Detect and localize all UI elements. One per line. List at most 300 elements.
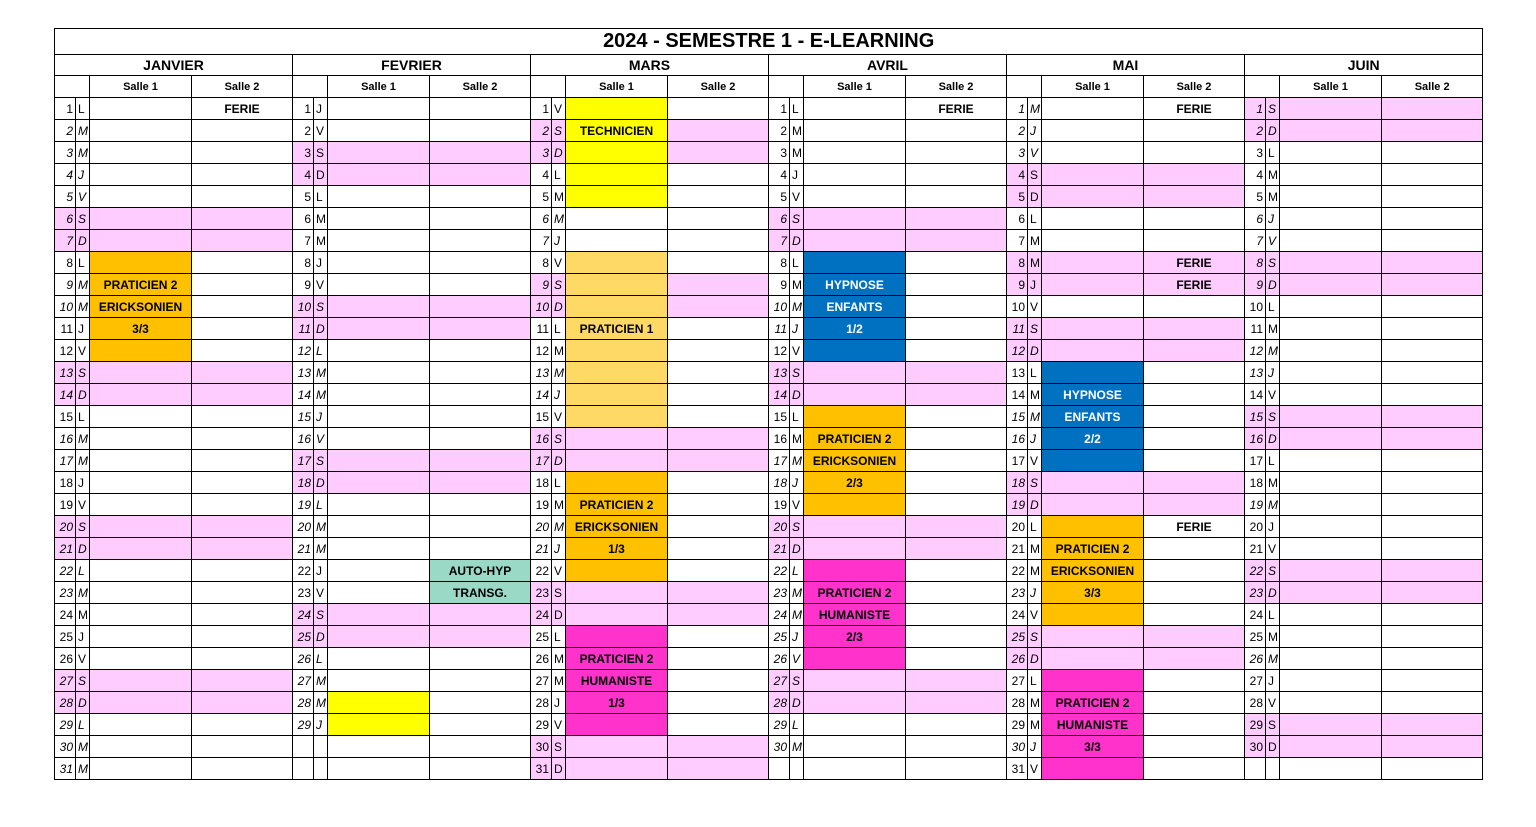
- salle2-cell[interactable]: [1144, 406, 1245, 428]
- salle2-cell[interactable]: [668, 692, 769, 714]
- salle1-cell[interactable]: [328, 604, 430, 626]
- salle2-cell[interactable]: [1144, 758, 1245, 780]
- salle2-cell[interactable]: [1144, 582, 1245, 604]
- salle1-cell[interactable]: [566, 274, 668, 296]
- salle1-cell[interactable]: [804, 692, 906, 714]
- salle2-cell[interactable]: [906, 516, 1007, 538]
- salle2-cell[interactable]: [192, 120, 293, 142]
- salle2-cell[interactable]: [1382, 296, 1483, 318]
- salle1-cell[interactable]: [804, 164, 906, 186]
- salle1-cell[interactable]: [328, 758, 430, 780]
- salle1-cell[interactable]: PRATICIEN 2: [90, 274, 192, 296]
- salle1-cell[interactable]: [1280, 736, 1382, 758]
- salle2-cell[interactable]: [906, 604, 1007, 626]
- salle1-cell[interactable]: [566, 604, 668, 626]
- salle1-cell[interactable]: [566, 252, 668, 274]
- salle2-cell[interactable]: [668, 648, 769, 670]
- salle2-cell[interactable]: [430, 362, 531, 384]
- salle1-cell[interactable]: HYPNOSE: [1042, 384, 1144, 406]
- salle1-cell[interactable]: 3/3: [1042, 736, 1144, 758]
- salle2-cell[interactable]: [906, 318, 1007, 340]
- salle2-cell[interactable]: [906, 714, 1007, 736]
- salle1-cell[interactable]: [1042, 758, 1144, 780]
- salle1-cell[interactable]: [1280, 142, 1382, 164]
- salle2-cell[interactable]: [192, 252, 293, 274]
- salle2-cell[interactable]: [906, 296, 1007, 318]
- salle1-cell[interactable]: [804, 142, 906, 164]
- salle2-cell[interactable]: [668, 406, 769, 428]
- salle1-cell[interactable]: [1042, 604, 1144, 626]
- salle2-cell[interactable]: [1144, 142, 1245, 164]
- salle1-cell[interactable]: [90, 604, 192, 626]
- salle1-cell[interactable]: 3/3: [1042, 582, 1144, 604]
- salle2-cell[interactable]: [192, 208, 293, 230]
- salle2-cell[interactable]: [1382, 494, 1483, 516]
- salle1-cell[interactable]: [90, 692, 192, 714]
- salle2-cell[interactable]: [430, 406, 531, 428]
- salle2-cell[interactable]: [192, 450, 293, 472]
- salle2-cell[interactable]: [906, 670, 1007, 692]
- salle2-cell[interactable]: [906, 384, 1007, 406]
- salle2-cell[interactable]: [430, 736, 531, 758]
- salle1-cell[interactable]: [328, 692, 430, 714]
- salle2-cell[interactable]: [1382, 274, 1483, 296]
- salle1-cell[interactable]: [328, 648, 430, 670]
- salle2-cell[interactable]: [430, 296, 531, 318]
- salle1-cell[interactable]: [1280, 450, 1382, 472]
- salle2-cell[interactable]: [1382, 472, 1483, 494]
- salle1-cell[interactable]: [328, 538, 430, 560]
- salle2-cell[interactable]: FERIE: [906, 98, 1007, 120]
- salle1-cell[interactable]: [1042, 164, 1144, 186]
- salle1-cell[interactable]: [1042, 626, 1144, 648]
- salle2-cell[interactable]: [192, 472, 293, 494]
- salle2-cell[interactable]: [1382, 230, 1483, 252]
- salle1-cell[interactable]: 2/3: [804, 472, 906, 494]
- salle1-cell[interactable]: HUMANISTE: [566, 670, 668, 692]
- salle1-cell[interactable]: [566, 736, 668, 758]
- salle2-cell[interactable]: [192, 318, 293, 340]
- salle1-cell[interactable]: [328, 296, 430, 318]
- salle1-cell[interactable]: [804, 538, 906, 560]
- salle1-cell[interactable]: [566, 340, 668, 362]
- salle1-cell[interactable]: [328, 494, 430, 516]
- salle2-cell[interactable]: [430, 626, 531, 648]
- salle2-cell[interactable]: [1382, 648, 1483, 670]
- salle1-cell[interactable]: [804, 186, 906, 208]
- salle2-cell[interactable]: [668, 186, 769, 208]
- salle2-cell[interactable]: [668, 252, 769, 274]
- salle2-cell[interactable]: [1382, 582, 1483, 604]
- salle1-cell[interactable]: [90, 252, 192, 274]
- salle1-cell[interactable]: [566, 186, 668, 208]
- salle1-cell[interactable]: [328, 274, 430, 296]
- salle1-cell[interactable]: [90, 98, 192, 120]
- salle1-cell[interactable]: [566, 582, 668, 604]
- salle1-cell[interactable]: [1042, 648, 1144, 670]
- salle1-cell[interactable]: [566, 428, 668, 450]
- salle2-cell[interactable]: [906, 450, 1007, 472]
- salle1-cell[interactable]: [328, 230, 430, 252]
- salle1-cell[interactable]: [328, 98, 430, 120]
- salle2-cell[interactable]: [668, 582, 769, 604]
- salle2-cell[interactable]: FERIE: [1144, 98, 1245, 120]
- salle2-cell[interactable]: [192, 582, 293, 604]
- salle2-cell[interactable]: [668, 318, 769, 340]
- salle2-cell[interactable]: [1144, 120, 1245, 142]
- salle1-cell[interactable]: [804, 670, 906, 692]
- salle2-cell[interactable]: [1382, 186, 1483, 208]
- salle2-cell[interactable]: TRANSG.: [430, 582, 531, 604]
- salle2-cell[interactable]: [1382, 714, 1483, 736]
- salle1-cell[interactable]: [328, 164, 430, 186]
- salle1-cell[interactable]: [1042, 472, 1144, 494]
- salle2-cell[interactable]: [1382, 252, 1483, 274]
- salle1-cell[interactable]: [804, 98, 906, 120]
- salle2-cell[interactable]: [430, 384, 531, 406]
- salle2-cell[interactable]: [192, 164, 293, 186]
- salle1-cell[interactable]: [1280, 384, 1382, 406]
- salle2-cell[interactable]: [668, 626, 769, 648]
- salle1-cell[interactable]: [90, 186, 192, 208]
- salle1-cell[interactable]: [1280, 604, 1382, 626]
- salle1-cell[interactable]: [1280, 340, 1382, 362]
- salle2-cell[interactable]: [668, 494, 769, 516]
- salle2-cell[interactable]: [192, 296, 293, 318]
- salle1-cell[interactable]: [328, 186, 430, 208]
- salle2-cell[interactable]: [1144, 230, 1245, 252]
- salle1-cell[interactable]: [1280, 98, 1382, 120]
- salle2-cell[interactable]: [1144, 604, 1245, 626]
- salle2-cell[interactable]: [1144, 186, 1245, 208]
- salle2-cell[interactable]: [1382, 384, 1483, 406]
- salle1-cell[interactable]: [90, 406, 192, 428]
- salle2-cell[interactable]: [1144, 450, 1245, 472]
- salle2-cell[interactable]: [430, 670, 531, 692]
- salle2-cell[interactable]: [668, 604, 769, 626]
- salle2-cell[interactable]: [192, 428, 293, 450]
- salle1-cell[interactable]: HUMANISTE: [804, 604, 906, 626]
- salle2-cell[interactable]: [668, 384, 769, 406]
- salle1-cell[interactable]: [90, 230, 192, 252]
- salle1-cell[interactable]: [566, 296, 668, 318]
- salle2-cell[interactable]: [906, 626, 1007, 648]
- salle1-cell[interactable]: [1042, 318, 1144, 340]
- salle1-cell[interactable]: [1280, 692, 1382, 714]
- salle2-cell[interactable]: [668, 450, 769, 472]
- salle1-cell[interactable]: ENFANTS: [804, 296, 906, 318]
- salle1-cell[interactable]: [328, 384, 430, 406]
- salle1-cell[interactable]: PRATICIEN 2: [1042, 692, 1144, 714]
- salle1-cell[interactable]: [1280, 516, 1382, 538]
- salle2-cell[interactable]: [668, 714, 769, 736]
- salle1-cell[interactable]: [804, 340, 906, 362]
- salle2-cell[interactable]: [430, 714, 531, 736]
- salle2-cell[interactable]: [1144, 318, 1245, 340]
- salle2-cell[interactable]: [192, 714, 293, 736]
- salle2-cell[interactable]: [1144, 428, 1245, 450]
- salle2-cell[interactable]: [192, 494, 293, 516]
- salle2-cell[interactable]: [906, 406, 1007, 428]
- salle2-cell[interactable]: [430, 252, 531, 274]
- salle1-cell[interactable]: [566, 98, 668, 120]
- salle2-cell[interactable]: [906, 142, 1007, 164]
- salle2-cell[interactable]: [1144, 362, 1245, 384]
- salle1-cell[interactable]: [1042, 362, 1144, 384]
- salle1-cell[interactable]: [1280, 362, 1382, 384]
- salle1-cell[interactable]: [1280, 472, 1382, 494]
- salle1-cell[interactable]: [804, 494, 906, 516]
- salle2-cell[interactable]: [1144, 472, 1245, 494]
- salle2-cell[interactable]: [1382, 208, 1483, 230]
- salle2-cell[interactable]: [192, 186, 293, 208]
- salle1-cell[interactable]: [1280, 230, 1382, 252]
- salle1-cell[interactable]: [328, 252, 430, 274]
- salle1-cell[interactable]: [1280, 670, 1382, 692]
- salle2-cell[interactable]: [192, 230, 293, 252]
- salle2-cell[interactable]: [1144, 538, 1245, 560]
- salle1-cell[interactable]: [566, 208, 668, 230]
- salle1-cell[interactable]: [90, 516, 192, 538]
- salle2-cell[interactable]: [192, 362, 293, 384]
- salle1-cell[interactable]: [328, 428, 430, 450]
- salle2-cell[interactable]: [430, 538, 531, 560]
- salle1-cell[interactable]: [328, 208, 430, 230]
- salle1-cell[interactable]: [1280, 560, 1382, 582]
- salle1-cell[interactable]: [804, 560, 906, 582]
- salle2-cell[interactable]: [1382, 560, 1483, 582]
- salle2-cell[interactable]: [906, 186, 1007, 208]
- salle2-cell[interactable]: [1382, 450, 1483, 472]
- salle1-cell[interactable]: [1042, 340, 1144, 362]
- salle1-cell[interactable]: [90, 208, 192, 230]
- salle1-cell[interactable]: ERICKSONIEN: [804, 450, 906, 472]
- salle2-cell[interactable]: [906, 758, 1007, 780]
- salle1-cell[interactable]: [1280, 714, 1382, 736]
- salle1-cell[interactable]: [328, 472, 430, 494]
- salle1-cell[interactable]: [1042, 494, 1144, 516]
- salle2-cell[interactable]: [906, 494, 1007, 516]
- salle1-cell[interactable]: 2/2: [1042, 428, 1144, 450]
- salle2-cell[interactable]: [668, 362, 769, 384]
- salle2-cell[interactable]: [906, 582, 1007, 604]
- salle2-cell[interactable]: [1382, 736, 1483, 758]
- salle1-cell[interactable]: [1280, 208, 1382, 230]
- salle2-cell[interactable]: [430, 340, 531, 362]
- salle2-cell[interactable]: [1144, 626, 1245, 648]
- salle1-cell[interactable]: [90, 494, 192, 516]
- salle2-cell[interactable]: [430, 208, 531, 230]
- salle2-cell[interactable]: [192, 626, 293, 648]
- salle2-cell[interactable]: [192, 604, 293, 626]
- salle1-cell[interactable]: 1/3: [566, 692, 668, 714]
- salle2-cell[interactable]: [192, 384, 293, 406]
- salle1-cell[interactable]: [90, 670, 192, 692]
- salle2-cell[interactable]: [1144, 208, 1245, 230]
- salle2-cell[interactable]: [1382, 340, 1483, 362]
- salle1-cell[interactable]: ERICKSONIEN: [1042, 560, 1144, 582]
- salle2-cell[interactable]: [192, 406, 293, 428]
- salle1-cell[interactable]: [1280, 428, 1382, 450]
- salle2-cell[interactable]: [906, 120, 1007, 142]
- salle2-cell[interactable]: [430, 186, 531, 208]
- salle2-cell[interactable]: [430, 274, 531, 296]
- salle2-cell[interactable]: [430, 604, 531, 626]
- salle1-cell[interactable]: [90, 120, 192, 142]
- salle2-cell[interactable]: [906, 230, 1007, 252]
- salle1-cell[interactable]: PRATICIEN 2: [804, 428, 906, 450]
- salle2-cell[interactable]: [1382, 670, 1483, 692]
- salle2-cell[interactable]: [1144, 384, 1245, 406]
- salle1-cell[interactable]: [566, 450, 668, 472]
- salle2-cell[interactable]: [668, 274, 769, 296]
- salle1-cell[interactable]: 1/3: [566, 538, 668, 560]
- salle1-cell[interactable]: [90, 758, 192, 780]
- salle1-cell[interactable]: TECHNICIEN: [566, 120, 668, 142]
- salle1-cell[interactable]: [1042, 274, 1144, 296]
- salle2-cell[interactable]: [430, 692, 531, 714]
- salle2-cell[interactable]: [906, 164, 1007, 186]
- salle2-cell[interactable]: [906, 736, 1007, 758]
- salle2-cell[interactable]: [192, 670, 293, 692]
- salle1-cell[interactable]: [804, 230, 906, 252]
- salle2-cell[interactable]: [1382, 318, 1483, 340]
- salle1-cell[interactable]: ENFANTS: [1042, 406, 1144, 428]
- salle2-cell[interactable]: [430, 450, 531, 472]
- salle1-cell[interactable]: [804, 758, 906, 780]
- salle2-cell[interactable]: [1144, 670, 1245, 692]
- salle2-cell[interactable]: [192, 340, 293, 362]
- salle1-cell[interactable]: [804, 406, 906, 428]
- salle2-cell[interactable]: [1382, 120, 1483, 142]
- salle1-cell[interactable]: [566, 626, 668, 648]
- salle2-cell[interactable]: [906, 340, 1007, 362]
- salle1-cell[interactable]: [328, 582, 430, 604]
- salle1-cell[interactable]: [90, 362, 192, 384]
- salle1-cell[interactable]: [1280, 252, 1382, 274]
- salle1-cell[interactable]: [90, 428, 192, 450]
- salle2-cell[interactable]: AUTO-HYP: [430, 560, 531, 582]
- salle2-cell[interactable]: [668, 538, 769, 560]
- salle1-cell[interactable]: [90, 560, 192, 582]
- salle2-cell[interactable]: [192, 538, 293, 560]
- salle1-cell[interactable]: [804, 384, 906, 406]
- salle1-cell[interactable]: [328, 670, 430, 692]
- salle1-cell[interactable]: ERICKSONIEN: [90, 296, 192, 318]
- salle2-cell[interactable]: [192, 758, 293, 780]
- salle2-cell[interactable]: [192, 560, 293, 582]
- salle1-cell[interactable]: [328, 340, 430, 362]
- salle1-cell[interactable]: PRATICIEN 2: [1042, 538, 1144, 560]
- salle1-cell[interactable]: [804, 516, 906, 538]
- salle2-cell[interactable]: FERIE: [192, 98, 293, 120]
- salle2-cell[interactable]: [906, 208, 1007, 230]
- salle1-cell[interactable]: 1/2: [804, 318, 906, 340]
- salle1-cell[interactable]: [328, 406, 430, 428]
- salle1-cell[interactable]: [566, 230, 668, 252]
- salle2-cell[interactable]: [1144, 164, 1245, 186]
- salle1-cell[interactable]: [1042, 516, 1144, 538]
- salle1-cell[interactable]: [804, 648, 906, 670]
- salle2-cell[interactable]: [1144, 714, 1245, 736]
- salle2-cell[interactable]: [430, 494, 531, 516]
- salle1-cell[interactable]: [90, 384, 192, 406]
- salle1-cell[interactable]: [566, 758, 668, 780]
- salle2-cell[interactable]: [668, 164, 769, 186]
- salle2-cell[interactable]: [906, 362, 1007, 384]
- salle2-cell[interactable]: [668, 758, 769, 780]
- salle2-cell[interactable]: [1144, 560, 1245, 582]
- salle1-cell[interactable]: [1280, 120, 1382, 142]
- salle1-cell[interactable]: [90, 582, 192, 604]
- salle2-cell[interactable]: [192, 274, 293, 296]
- salle2-cell[interactable]: FERIE: [1144, 252, 1245, 274]
- salle2-cell[interactable]: [430, 120, 531, 142]
- salle2-cell[interactable]: [192, 736, 293, 758]
- salle1-cell[interactable]: [90, 538, 192, 560]
- salle2-cell[interactable]: [1382, 538, 1483, 560]
- salle1-cell[interactable]: [1042, 230, 1144, 252]
- salle2-cell[interactable]: [192, 692, 293, 714]
- salle1-cell[interactable]: PRATICIEN 1: [566, 318, 668, 340]
- salle2-cell[interactable]: [906, 560, 1007, 582]
- salle2-cell[interactable]: [430, 142, 531, 164]
- salle2-cell[interactable]: [668, 670, 769, 692]
- salle2-cell[interactable]: [430, 428, 531, 450]
- salle2-cell[interactable]: [1382, 516, 1483, 538]
- salle1-cell[interactable]: [1042, 450, 1144, 472]
- salle1-cell[interactable]: [90, 626, 192, 648]
- salle1-cell[interactable]: [328, 560, 430, 582]
- salle2-cell[interactable]: [668, 142, 769, 164]
- salle2-cell[interactable]: [1382, 164, 1483, 186]
- salle1-cell[interactable]: [804, 736, 906, 758]
- salle1-cell[interactable]: [90, 142, 192, 164]
- salle1-cell[interactable]: [566, 714, 668, 736]
- salle1-cell[interactable]: [804, 120, 906, 142]
- salle1-cell[interactable]: PRATICIEN 2: [566, 494, 668, 516]
- salle2-cell[interactable]: [906, 274, 1007, 296]
- salle2-cell[interactable]: [1144, 736, 1245, 758]
- salle2-cell[interactable]: [1382, 428, 1483, 450]
- salle2-cell[interactable]: [1144, 340, 1245, 362]
- salle2-cell[interactable]: [192, 142, 293, 164]
- salle2-cell[interactable]: [668, 736, 769, 758]
- salle2-cell[interactable]: [668, 516, 769, 538]
- salle1-cell[interactable]: [804, 252, 906, 274]
- salle2-cell[interactable]: [1144, 692, 1245, 714]
- salle1-cell[interactable]: 3/3: [90, 318, 192, 340]
- salle2-cell[interactable]: [1382, 604, 1483, 626]
- salle1-cell[interactable]: [1042, 208, 1144, 230]
- salle2-cell[interactable]: [906, 428, 1007, 450]
- salle1-cell[interactable]: [1042, 252, 1144, 274]
- salle1-cell[interactable]: [1280, 582, 1382, 604]
- salle1-cell[interactable]: [90, 714, 192, 736]
- salle2-cell[interactable]: [1382, 142, 1483, 164]
- salle2-cell[interactable]: [1382, 758, 1483, 780]
- salle1-cell[interactable]: [328, 736, 430, 758]
- salle2-cell[interactable]: [430, 98, 531, 120]
- salle1-cell[interactable]: HUMANISTE: [1042, 714, 1144, 736]
- salle1-cell[interactable]: [90, 736, 192, 758]
- salle1-cell[interactable]: [1280, 296, 1382, 318]
- salle1-cell[interactable]: [1042, 98, 1144, 120]
- salle2-cell[interactable]: [430, 648, 531, 670]
- salle2-cell[interactable]: [668, 472, 769, 494]
- salle1-cell[interactable]: [1042, 296, 1144, 318]
- salle1-cell[interactable]: [804, 714, 906, 736]
